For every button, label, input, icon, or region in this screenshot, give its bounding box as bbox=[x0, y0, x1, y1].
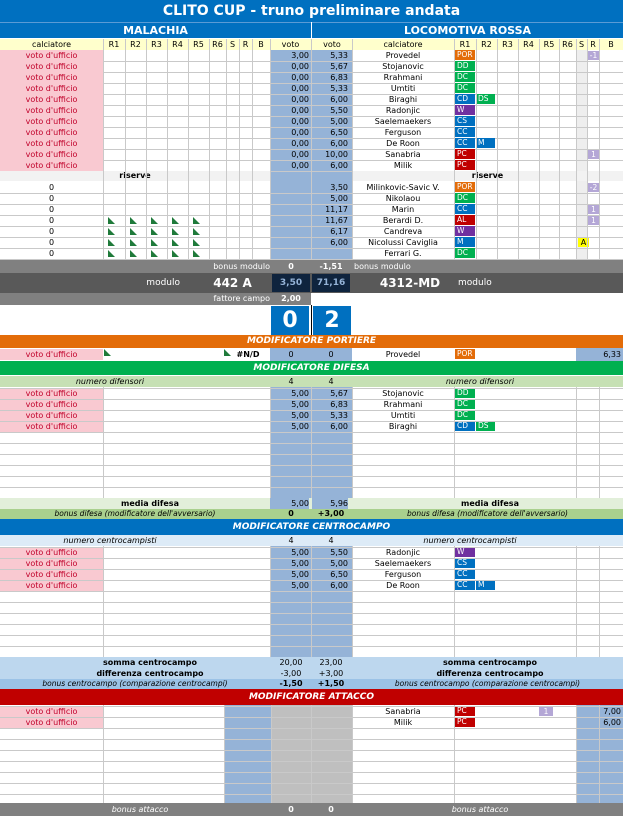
column-divider bbox=[559, 39, 560, 260]
centro-away-name: Radonjic bbox=[385, 548, 421, 557]
away-player-role: CC bbox=[455, 138, 475, 148]
column-divider bbox=[518, 39, 519, 260]
centro-home-name: voto d'ufficio bbox=[0, 569, 103, 580]
away-reserve-name: Marin bbox=[391, 205, 415, 214]
centro-away-bonus-label: bonus centrocampo (comparazione centrocampi) bbox=[394, 679, 581, 688]
column-divider bbox=[270, 546, 271, 657]
away-reserve-role: AL bbox=[455, 215, 475, 225]
portieri-away-name: Provedel bbox=[385, 350, 421, 359]
away-reserve-name: Ferrari G. bbox=[384, 249, 422, 258]
away-player-voto: 6,00 bbox=[330, 161, 348, 170]
attacco-home-bonus: 0 bbox=[288, 805, 294, 814]
attacco-away-role: PC bbox=[455, 717, 475, 727]
away-reserve-voto: 3,50 bbox=[330, 183, 348, 192]
attacco-away-b: 1 bbox=[539, 707, 553, 716]
column-divider bbox=[103, 387, 104, 498]
away-player-name: Umtiti bbox=[390, 84, 416, 93]
column-divider bbox=[224, 705, 225, 803]
away-riserve-label: riserve bbox=[352, 171, 623, 181]
home-player-voto: 0,00 bbox=[291, 128, 309, 137]
attacco-away-bonus-label: bonus attacco bbox=[451, 805, 509, 814]
difesa-home-name: voto d'ufficio bbox=[0, 388, 103, 399]
home-bonus-modulo: 0 bbox=[288, 262, 294, 271]
away-player-name: Radonjic bbox=[385, 106, 421, 115]
attacco-away-c1 bbox=[312, 705, 352, 803]
centro-away-somma-label: somma centrocampo bbox=[443, 658, 537, 667]
away-player-role: DC bbox=[455, 72, 475, 82]
away-reserve-role: POR bbox=[455, 182, 475, 192]
centro-home-diff-label: differenza centrocampo bbox=[96, 669, 204, 678]
home-player-name: voto d'ufficio bbox=[0, 94, 103, 105]
centro-home-num-label: numero centrocampisti bbox=[63, 536, 157, 545]
away-bonus-modulo: -1,51 bbox=[319, 262, 343, 271]
difesa-away-role: DC bbox=[455, 399, 475, 409]
home-riserve-label: riserve bbox=[0, 171, 270, 181]
flag-marker bbox=[151, 239, 158, 246]
column-divider bbox=[352, 39, 353, 260]
column-divider bbox=[125, 39, 126, 260]
centro-away-name: Saelemaekers bbox=[374, 559, 432, 568]
column-divider bbox=[576, 546, 577, 657]
away-reserve-role: DC bbox=[455, 193, 475, 203]
centro-home-num: 4 bbox=[288, 536, 294, 545]
away-reserve-b: A bbox=[578, 238, 589, 247]
difesa-home-name: voto d'ufficio bbox=[0, 421, 103, 432]
away-player-voto: 10,00 bbox=[325, 150, 348, 159]
difesa-home-bonus: 0 bbox=[288, 509, 294, 518]
difesa-away-bonus-label: bonus difesa (modificatore dell'avversario) bbox=[407, 509, 568, 518]
centro-away-name: De Roon bbox=[386, 581, 420, 590]
flag-marker bbox=[108, 217, 115, 224]
portieri-title: MODIFICATORE PORTIERE bbox=[0, 335, 623, 348]
attacco-home-name: voto d'ufficio bbox=[0, 717, 103, 728]
column-divider bbox=[476, 39, 477, 260]
flag-marker bbox=[193, 217, 200, 224]
column-divider bbox=[454, 546, 455, 657]
away-player-role: CS bbox=[455, 116, 475, 126]
attacco-away-name: Milik bbox=[393, 718, 413, 727]
centro-away-voto: 5,50 bbox=[330, 548, 348, 557]
difesa-away-name: Umtiti bbox=[390, 411, 416, 420]
centro-home-bonus: -1,50 bbox=[279, 679, 303, 688]
centro-away-somma: 23,00 bbox=[319, 658, 343, 667]
difesa-away-name: Rrahmani bbox=[383, 400, 423, 409]
fattore-value: 2,00 bbox=[281, 294, 301, 303]
column-divider bbox=[352, 546, 353, 657]
difesa-home-num-label: numero difensori bbox=[75, 377, 145, 386]
home-bonus-modulo-label: bonus modulo bbox=[213, 262, 270, 271]
home-player-name: voto d'ufficio bbox=[0, 72, 103, 83]
away-reserve-role: M bbox=[455, 237, 475, 247]
home-player-voto: 0,00 bbox=[291, 139, 309, 148]
difesa-away-bonus: +3,00 bbox=[317, 509, 345, 518]
flag-marker bbox=[193, 250, 200, 257]
column-divider bbox=[103, 39, 104, 260]
away-player-r: -1 bbox=[589, 51, 598, 60]
home-header-voto: voto bbox=[281, 40, 300, 49]
home-player-voto: 0,00 bbox=[291, 73, 309, 82]
portieri-away-val: 6,33 bbox=[603, 350, 621, 359]
away-reserve-voto bbox=[312, 248, 348, 259]
flag-marker bbox=[172, 228, 179, 235]
home-total: 3,50 bbox=[279, 278, 303, 288]
flag-marker bbox=[108, 250, 115, 257]
centro-away-role2: M bbox=[476, 580, 495, 590]
home-header-rr: R bbox=[242, 40, 249, 49]
difesa-away-voto: 6,83 bbox=[330, 400, 348, 409]
home-module-score: 442 A bbox=[213, 276, 252, 290]
difesa-away-num: 4 bbox=[328, 377, 334, 386]
home-player-name: voto d'ufficio bbox=[0, 160, 103, 171]
difesa-away-num-label: numero difensori bbox=[445, 377, 515, 386]
away-player-voto: 5,33 bbox=[330, 84, 348, 93]
column-divider bbox=[167, 39, 168, 260]
home-header-r6: R6 bbox=[212, 40, 223, 49]
home-player-name: voto d'ufficio bbox=[0, 127, 103, 138]
centro-away-role: CC bbox=[455, 580, 475, 590]
home-reserve: 0 bbox=[48, 249, 55, 258]
away-player-role: PC bbox=[455, 149, 475, 159]
centro-home-voto: 5,00 bbox=[291, 548, 309, 557]
away-reserve-voto: 6,00 bbox=[330, 238, 348, 247]
attacco-home-c2 bbox=[271, 705, 311, 803]
home-player-voto: 3,00 bbox=[291, 51, 309, 60]
attacco-away-voto: 6,00 bbox=[603, 718, 621, 727]
away-module-label: modulo bbox=[458, 278, 492, 288]
home-header-s: S bbox=[229, 40, 236, 49]
centro-away-voto: 5,00 bbox=[330, 559, 348, 568]
away-reserve-name: Berardi D. bbox=[382, 216, 424, 225]
away-player-name: Biraghi bbox=[388, 95, 418, 104]
attacco-away-role: PC bbox=[455, 706, 475, 716]
column-divider bbox=[599, 705, 600, 803]
away-header-r2: R2 bbox=[481, 40, 492, 49]
centro-away-role: CC bbox=[455, 569, 475, 579]
attacco-home-bonus-label: bonus attacco bbox=[111, 805, 169, 814]
column-divider bbox=[576, 705, 577, 803]
away-reserve-name: Milinkovic-Savic V. bbox=[366, 183, 440, 192]
away-player-name: Rrahmani bbox=[383, 73, 423, 82]
centro-home-voto: 5,00 bbox=[291, 581, 309, 590]
column-divider bbox=[270, 39, 271, 260]
away-reserve-voto: 11,17 bbox=[325, 205, 348, 214]
column-divider bbox=[146, 39, 147, 260]
flag-marker bbox=[172, 250, 179, 257]
portieri-home-name: voto d'ufficio bbox=[0, 349, 103, 360]
away-player-name: Provedel bbox=[385, 51, 421, 60]
home-player-voto: 0,00 bbox=[291, 95, 309, 104]
attacco-away-name: Sanabria bbox=[385, 707, 421, 716]
home-player-name: voto d'ufficio bbox=[0, 105, 103, 116]
column-divider bbox=[352, 705, 353, 803]
difesa-title: MODIFICATORE DIFESA bbox=[0, 361, 623, 375]
home-team-name: MALACHIA bbox=[0, 22, 311, 38]
column-divider bbox=[599, 39, 600, 260]
column-divider bbox=[226, 39, 227, 260]
away-total: 71,16 bbox=[316, 278, 346, 288]
attacco-home-c1 bbox=[224, 705, 271, 803]
away-reserve-r: -2 bbox=[589, 183, 598, 192]
column-divider bbox=[599, 546, 600, 657]
portieri-home-v1: 0 bbox=[288, 350, 294, 359]
away-player-name: Sanabria bbox=[385, 150, 421, 159]
away-player-voto: 6,00 bbox=[330, 95, 348, 104]
difesa-away-voto: 5,67 bbox=[330, 389, 348, 398]
column-divider bbox=[576, 387, 577, 498]
away-module-score: 4312-MD bbox=[379, 276, 441, 290]
portieri-away-role: POR bbox=[455, 349, 475, 359]
column-divider bbox=[454, 387, 455, 498]
column-divider bbox=[497, 39, 498, 260]
column-divider bbox=[454, 39, 455, 260]
away-player-voto: 6,83 bbox=[330, 73, 348, 82]
flag-marker bbox=[151, 250, 158, 257]
home-player-voto: 0,00 bbox=[291, 150, 309, 159]
difesa-home-voto: 5,00 bbox=[291, 389, 309, 398]
column-divider bbox=[311, 705, 312, 803]
column-divider bbox=[188, 39, 189, 260]
home-reserve: 0 bbox=[48, 183, 55, 192]
away-reserve-role: W bbox=[455, 226, 475, 236]
home-header-r2: R2 bbox=[130, 40, 141, 49]
away-player-name: Milik bbox=[393, 161, 413, 170]
away-reserve-voto: 5,00 bbox=[330, 194, 348, 203]
centro-away-diff: +3,00 bbox=[318, 669, 344, 678]
difesa-home-media-label: media difesa bbox=[121, 499, 179, 508]
away-header-b: B bbox=[608, 40, 614, 49]
home-reserve: 0 bbox=[48, 238, 55, 247]
away-player-role: W bbox=[455, 105, 475, 115]
away-player-role: CD bbox=[455, 94, 475, 104]
away-header-s: S bbox=[578, 40, 585, 49]
away-bonus-modulo-label: bonus modulo bbox=[354, 262, 411, 271]
centro-home-voto: 5,00 bbox=[291, 559, 309, 568]
column-divider bbox=[352, 387, 353, 498]
difesa-home-voto: 5,00 bbox=[291, 400, 309, 409]
away-player-role: PC bbox=[455, 160, 475, 170]
home-reserve: 0 bbox=[48, 194, 55, 203]
flag-marker bbox=[130, 217, 137, 224]
column-divider bbox=[103, 546, 104, 657]
column-divider bbox=[311, 387, 312, 498]
centro-away-name: Ferguson bbox=[384, 570, 422, 579]
away-reserve-name: Candreva bbox=[383, 227, 423, 236]
difesa-away-media: 5,96 bbox=[312, 498, 348, 509]
away-reserve-voto: 11,67 bbox=[325, 216, 348, 225]
away-header-r3: R3 bbox=[502, 40, 513, 49]
away-header-voto: voto bbox=[323, 40, 341, 49]
centro-away-role: W bbox=[455, 547, 475, 557]
home-player-voto: 0,00 bbox=[291, 62, 309, 71]
centro-home-diff: -3,00 bbox=[280, 669, 302, 678]
flag-marker bbox=[193, 239, 200, 246]
home-player-name: voto d'ufficio bbox=[0, 61, 103, 72]
centro-away-bonus: +1,50 bbox=[317, 679, 345, 688]
away-player-voto: 5,00 bbox=[330, 117, 348, 126]
away-team-name: LOCOMOTIVA ROSSA bbox=[312, 22, 623, 38]
home-player-voto: 0,00 bbox=[291, 106, 309, 115]
flag-marker bbox=[172, 217, 179, 224]
away-player-role: DD bbox=[455, 61, 475, 71]
home-header-calciatore: calciatore bbox=[31, 40, 72, 49]
centro-away-num-label: numero centrocampisti bbox=[423, 536, 517, 545]
away-reserve-role: DC bbox=[455, 248, 475, 258]
away-player-name: De Roon bbox=[386, 139, 420, 148]
away-goals: 2 bbox=[313, 306, 351, 335]
flag-marker bbox=[151, 217, 158, 224]
difesa-home-bonus-label: bonus difesa (modificatore dell'avversario) bbox=[54, 509, 216, 518]
away-player-role: POR bbox=[455, 50, 475, 60]
flag-marker bbox=[104, 349, 111, 356]
home-player-voto: 0,00 bbox=[291, 84, 309, 93]
difesa-home-num: 4 bbox=[288, 377, 294, 386]
centro-away-diff-label: differenza centrocampo bbox=[436, 669, 544, 678]
attacco-away-bonus: 0 bbox=[328, 805, 334, 814]
away-reserve-r: 1 bbox=[588, 216, 599, 225]
centro-home-name: voto d'ufficio bbox=[0, 547, 103, 558]
attacco-home-name: voto d'ufficio bbox=[0, 706, 103, 717]
difesa-away-media-label: media difesa bbox=[461, 499, 519, 508]
away-reserve-r: 1 bbox=[588, 205, 599, 214]
away-reserve-name: Nikolaou bbox=[385, 194, 421, 203]
away-player-voto: 5,50 bbox=[330, 106, 348, 115]
flag-marker bbox=[130, 250, 137, 257]
away-player-role2: M bbox=[476, 138, 495, 148]
centro-away-voto: 6,00 bbox=[330, 581, 348, 590]
home-player-name: voto d'ufficio bbox=[0, 83, 103, 94]
away-reserve-name: Nicolussi Caviglia bbox=[368, 238, 438, 247]
difesa-home-voto: 5,00 bbox=[291, 422, 309, 431]
column-divider bbox=[271, 705, 272, 803]
centro-home-somma-label: somma centrocampo bbox=[103, 658, 197, 667]
difesa-away-name: Biraghi bbox=[388, 422, 418, 431]
column-divider bbox=[454, 705, 455, 803]
home-header-r5: R5 bbox=[193, 40, 204, 49]
column-divider bbox=[103, 705, 104, 803]
centro-away-role: CS bbox=[455, 558, 475, 568]
difesa-home-name: voto d'ufficio bbox=[0, 410, 103, 421]
away-s-column bbox=[576, 50, 587, 260]
away-player-voto: 5,67 bbox=[330, 62, 348, 71]
away-header-calciatore: calciatore bbox=[383, 40, 423, 49]
home-player-voto: 0,00 bbox=[291, 117, 309, 126]
away-reserve-voto: 6,17 bbox=[330, 227, 348, 236]
difesa-away-role: CD bbox=[455, 421, 475, 431]
home-header-r4: R4 bbox=[172, 40, 183, 49]
difesa-home-media: 5,00 bbox=[270, 498, 309, 509]
away-player-role: DC bbox=[455, 83, 475, 93]
away-header-r4: R4 bbox=[523, 40, 534, 49]
flag-marker bbox=[193, 228, 200, 235]
home-header-r1: R1 bbox=[108, 40, 120, 49]
difesa-home-name: voto d'ufficio bbox=[0, 399, 103, 410]
flag-marker bbox=[130, 239, 137, 246]
attacco-title: MODIFICATORE ATTACCO bbox=[0, 689, 623, 705]
centro-home-somma: 20,00 bbox=[279, 658, 303, 667]
portieri-home-val: #N/D bbox=[236, 350, 260, 359]
difesa-away-name: Stojanovic bbox=[382, 389, 424, 398]
portieri-home-v2: 0 bbox=[328, 350, 334, 359]
centro-home-bonus-label: bonus centrocampo (comparazione centrocampi) bbox=[42, 679, 228, 688]
column-divider bbox=[599, 387, 600, 498]
difesa-away-voto: 6,00 bbox=[330, 422, 348, 431]
column-divider bbox=[311, 305, 312, 335]
away-player-voto: 6,00 bbox=[330, 139, 348, 148]
flag-marker bbox=[108, 228, 115, 235]
centro-home-voto: 5,00 bbox=[291, 570, 309, 579]
home-player-name: voto d'ufficio bbox=[0, 149, 103, 160]
home-reserve: 0 bbox=[48, 205, 55, 214]
column-divider bbox=[539, 39, 540, 260]
away-player-role2: DS bbox=[476, 94, 495, 104]
difesa-away-role2: DS bbox=[476, 421, 495, 431]
away-header-r1: R1 bbox=[459, 40, 471, 49]
home-reserve: 0 bbox=[48, 227, 55, 236]
difesa-home-voto: 5,00 bbox=[291, 411, 309, 420]
column-divider bbox=[576, 39, 577, 260]
away-reserve-role: CC bbox=[455, 204, 475, 214]
column-divider bbox=[270, 387, 271, 498]
home-player-name: voto d'ufficio bbox=[0, 138, 103, 149]
home-header-r3: R3 bbox=[151, 40, 162, 49]
title-bar: CLITO CUP - truno preliminare andata bbox=[0, 0, 623, 22]
centro-home-name: voto d'ufficio bbox=[0, 580, 103, 591]
column-divider bbox=[239, 39, 240, 260]
centro-away-voto: 6,50 bbox=[330, 570, 348, 579]
away-player-role: CC bbox=[455, 127, 475, 137]
column-divider bbox=[311, 546, 312, 657]
flag-marker bbox=[151, 228, 158, 235]
flag-marker bbox=[172, 239, 179, 246]
difesa-away-role: DD bbox=[455, 388, 475, 398]
home-module-label: modulo bbox=[146, 278, 180, 288]
centro-title: MODIFICATORE CENTROCAMPO bbox=[0, 519, 623, 535]
away-header-r6: R6 bbox=[562, 40, 573, 49]
difesa-away-voto: 5,33 bbox=[330, 411, 348, 420]
centro-home-name: voto d'ufficio bbox=[0, 558, 103, 569]
column-divider bbox=[252, 39, 253, 260]
column-divider bbox=[209, 39, 210, 260]
column-divider bbox=[311, 39, 312, 260]
centro-away-num: 4 bbox=[328, 536, 334, 545]
away-player-name: Stojanovic bbox=[382, 62, 424, 71]
flag-marker bbox=[108, 239, 115, 246]
away-player-name: Ferguson bbox=[384, 128, 422, 137]
home-player-voto: 0,00 bbox=[291, 161, 309, 170]
flag-marker bbox=[130, 228, 137, 235]
home-player-name: voto d'ufficio bbox=[0, 116, 103, 127]
home-player-name: voto d'ufficio bbox=[0, 50, 103, 61]
away-player-voto: 6,50 bbox=[330, 128, 348, 137]
difesa-away-role: DC bbox=[455, 410, 475, 420]
fattore-label: fattore campo bbox=[213, 294, 270, 303]
away-player-name: Saelemaekers bbox=[374, 117, 432, 126]
attacco-away-voto: 7,00 bbox=[603, 707, 621, 716]
home-reserve: 0 bbox=[48, 216, 55, 225]
column-divider bbox=[587, 39, 588, 260]
away-header-rr: R bbox=[590, 40, 596, 49]
away-player-b: 1 bbox=[588, 150, 599, 159]
home-header-b: B bbox=[258, 40, 264, 49]
home-goals: 0 bbox=[271, 306, 309, 335]
away-player-voto: 5,33 bbox=[330, 51, 348, 60]
away-header-r5: R5 bbox=[543, 40, 555, 49]
